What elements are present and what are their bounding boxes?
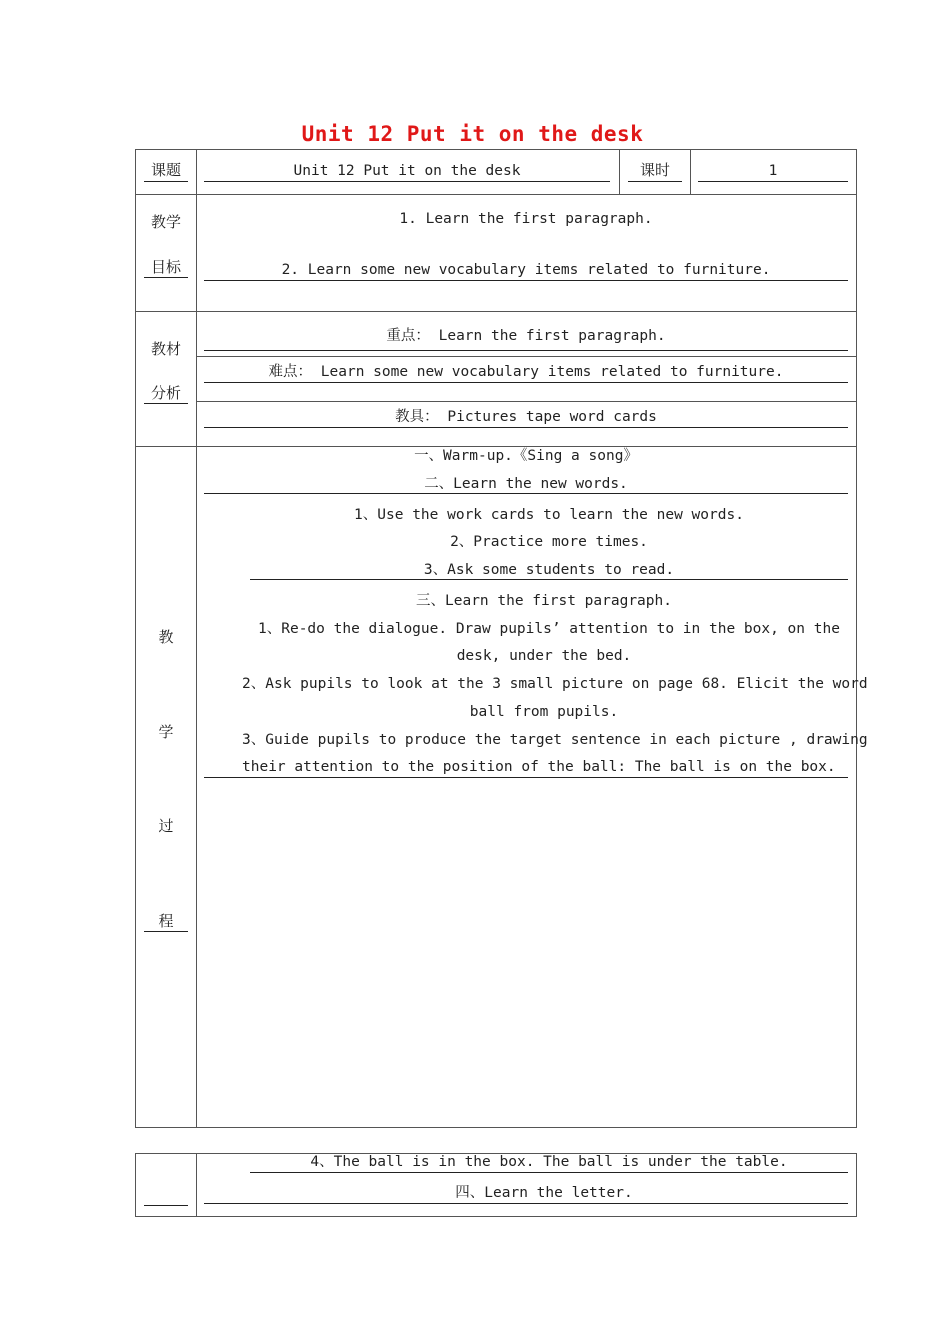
objective-item: 1. Learn the first paragraph. — [399, 211, 653, 227]
teaching-aids: 教具： Pictures tape word cards — [395, 409, 657, 425]
underline — [204, 350, 848, 351]
process-label-char: 教 — [158, 628, 174, 646]
process-line: 一、Warm-up.《Sing a song》 — [414, 448, 638, 464]
underline — [144, 403, 188, 404]
table-divider-left — [196, 149, 197, 1128]
underline — [250, 579, 848, 580]
analysis-label-line1: 教材 — [150, 340, 181, 358]
process-line: 3、Guide pupils to produce the target sentence in each picture , drawing — [242, 732, 868, 748]
underline — [144, 931, 188, 932]
table-divider-left — [196, 1153, 197, 1217]
underline — [144, 277, 188, 278]
process-line: 2、Practice more times. — [450, 534, 648, 550]
underline — [204, 181, 610, 182]
process-line: desk, under the bed. — [456, 648, 632, 664]
process-line: 1、Use the work cards to learn the new words. — [354, 507, 744, 523]
underline — [204, 280, 848, 281]
table-divider-header-1 — [619, 149, 620, 194]
topic-value: Unit 12 Put it on the desk — [293, 163, 521, 179]
key-point: 重点： Learn the first paragraph. — [386, 328, 666, 344]
period-value: 1 — [768, 163, 778, 179]
process-line: their attention to the position of the ball: The ball is on the box. — [242, 759, 836, 775]
document-title: Unit 12 Put it on the desk — [301, 122, 644, 146]
process-line: 3、Ask some students to read. — [423, 562, 675, 578]
underline — [204, 1203, 848, 1204]
underline — [250, 1172, 848, 1173]
process-label-char: 学 — [158, 723, 174, 741]
process-label-char: 过 — [158, 817, 174, 835]
underline — [204, 427, 848, 428]
underline — [144, 1205, 188, 1206]
continuation-line: 四、Learn the letter. — [455, 1185, 633, 1201]
process-line: ball from pupils. — [469, 704, 619, 720]
table-divider-header-2 — [690, 149, 691, 194]
inner-divider — [196, 401, 857, 402]
underline — [628, 181, 682, 182]
period-label: 课时 — [639, 161, 670, 179]
objectives-label-line1: 教学 — [150, 213, 181, 231]
objectives-label-line2: 目标 — [150, 258, 181, 276]
underline — [204, 777, 848, 778]
underline — [698, 181, 848, 182]
process-line: 2、Ask pupils to look at the 3 small picture on page 68. Elicit the word — [242, 676, 868, 692]
process-line: 三、Learn the first paragraph. — [416, 593, 672, 609]
underline — [144, 181, 188, 182]
continuation-line: 4、The ball is in the box. The ball is under the table. — [310, 1154, 788, 1170]
row-divider — [135, 194, 857, 195]
topic-label: 课题 — [150, 161, 181, 179]
analysis-label-line2: 分析 — [150, 384, 181, 402]
process-line: 二、Learn the new words. — [424, 476, 628, 492]
underline — [204, 493, 848, 494]
objective-item: 2. Learn some new vocabulary items related to furniture. — [281, 262, 771, 278]
process-line: 1、Re-do the dialogue. Draw pupils’ attention to in the box, on the — [258, 621, 840, 637]
process-label-char: 程 — [158, 912, 174, 930]
difficulty: 难点： Learn some new vocabulary items related to furniture. — [268, 364, 784, 380]
underline — [204, 382, 848, 383]
row-divider — [135, 311, 857, 312]
inner-divider — [196, 356, 857, 357]
